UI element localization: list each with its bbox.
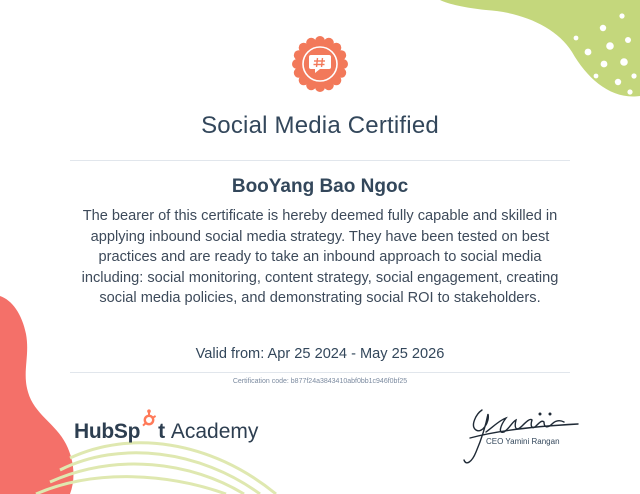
hubspot-academy-logo <box>74 420 258 448</box>
description-line: practices and are ready to take an inbound approach to social media <box>98 249 542 265</box>
logo-text-hubsp: HubSp <box>74 420 141 443</box>
recipient-name: BooYang Bao Ngoc <box>231 176 409 197</box>
logo-text-t: t <box>158 420 165 443</box>
description-line: applying inbound social media strategy. They have been tested on best <box>90 228 550 245</box>
description-line: including: social monitoring, content strategy, social engagement, creating <box>81 269 559 286</box>
divider-bottom <box>70 372 570 373</box>
certification-code: Certification code: b877f24a3843410abf0bb1c946f0bf25 <box>232 378 408 385</box>
sprocket-icon <box>141 422 157 438</box>
certificate-description <box>60 206 580 309</box>
signer-title: CEO Yamini Rangan <box>486 437 560 446</box>
certificate-title: Social Media Certified <box>201 112 439 139</box>
logo-text-academy: Academy <box>170 420 259 443</box>
validity-dates: Valid from: Apr 25 2024 - May 25 2026 <box>195 346 445 362</box>
coral-wave-shape <box>0 296 73 494</box>
description-line: social media policies, and demonstrating social ROI to stakeholders. <box>99 290 541 306</box>
divider-top <box>70 160 570 161</box>
description-line: The bearer of this certificate is hereby deemed fully capable and skilled in <box>82 208 558 224</box>
hashtag-chat-badge-icon <box>292 36 348 96</box>
signature-image <box>460 404 580 468</box>
